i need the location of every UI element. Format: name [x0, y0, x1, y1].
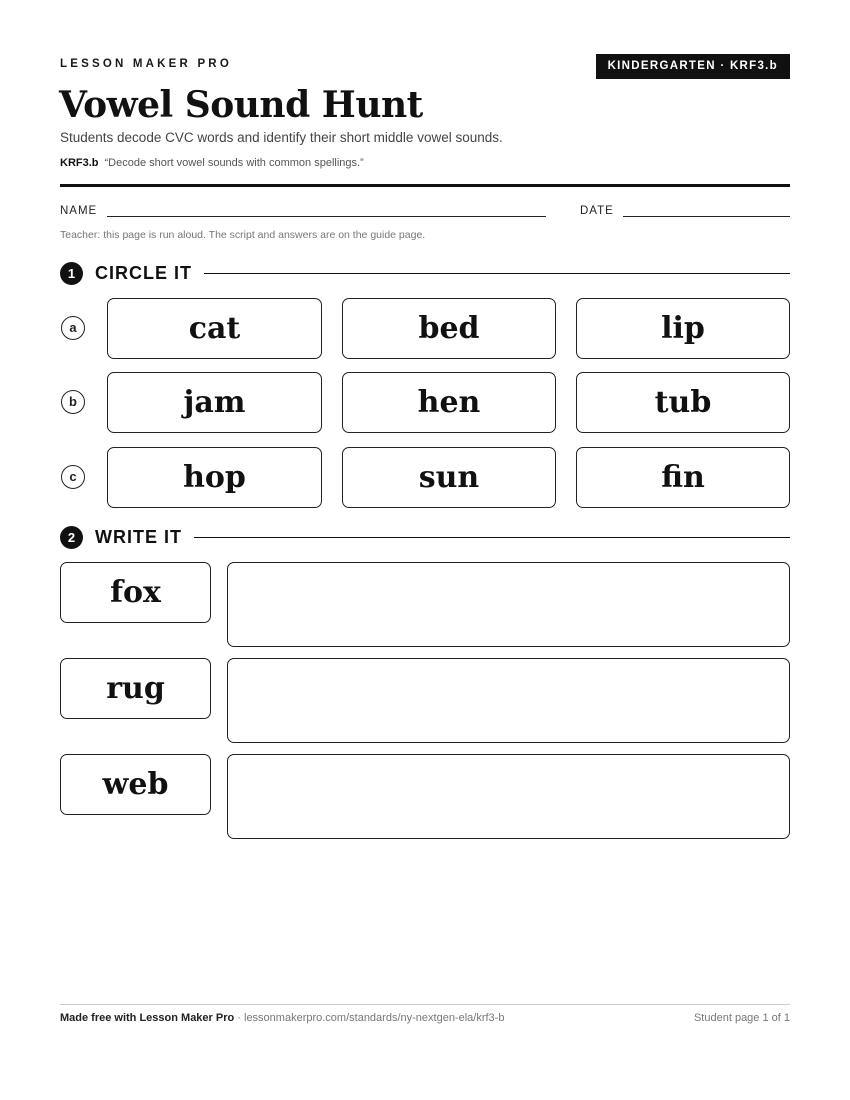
word-card[interactable]: jam — [107, 372, 322, 433]
section-write-it-header — [60, 525, 790, 549]
row-label-b: b — [61, 390, 85, 414]
standard-code: KRF3.b — [60, 157, 99, 169]
footer-divider — [60, 1004, 790, 1005]
teacher-note: Teacher: this page is run aloud. The script and answers are on the guide page. — [60, 229, 426, 241]
name-label: NAME — [60, 205, 98, 217]
section-divider — [194, 537, 790, 538]
date-field-line[interactable] — [623, 216, 790, 217]
section-title: WRITE IT — [95, 526, 182, 547]
brand-label: LESSON MAKER PRO — [60, 58, 232, 70]
footer-page-number: Student page 1 of 1 — [693, 1012, 790, 1024]
name-field-line[interactable] — [107, 216, 546, 217]
section-number-badge: 2 — [60, 526, 83, 549]
word-card[interactable]: tub — [576, 372, 790, 433]
footer-credit — [60, 1012, 504, 1024]
standard-text: “Decode short vowel sounds with common spellings.” — [104, 157, 364, 169]
date-label: DATE — [580, 205, 614, 217]
standard-line — [60, 157, 364, 169]
page-subtitle: Students decode CVC words and identify their short middle vowel sounds. — [60, 130, 503, 145]
word-card[interactable]: hop — [107, 447, 322, 508]
word-card[interactable]: fin — [576, 447, 790, 508]
write-word-card: rug — [60, 658, 211, 719]
word-card[interactable]: lip — [576, 298, 790, 359]
write-word-card: web — [60, 754, 211, 815]
header-divider — [60, 184, 790, 187]
writing-box[interactable] — [227, 562, 790, 647]
row-label-c: c — [61, 465, 85, 489]
page-title: Vowel Sound Hunt — [59, 84, 423, 126]
word-card[interactable]: sun — [342, 447, 556, 508]
writing-box[interactable] — [227, 658, 790, 743]
word-card[interactable]: hen — [342, 372, 556, 433]
section-circle-it-header — [60, 261, 790, 285]
footer-url[interactable]: · lessonmakerpro.com/standards/ny-nextgen-ela/krf3-b — [234, 1012, 505, 1024]
write-word-card: fox — [60, 562, 211, 623]
grade-standard-badge: KINDERGARTEN · KRF3.b — [596, 54, 790, 79]
section-title: CIRCLE IT — [95, 262, 192, 283]
writing-box[interactable] — [227, 754, 790, 839]
section-number-badge: 1 — [60, 262, 83, 285]
section-divider — [204, 273, 790, 274]
footer-made-with: Made free with Lesson Maker Pro — [60, 1012, 235, 1024]
row-label-a: a — [61, 316, 85, 340]
word-card[interactable]: cat — [107, 298, 322, 359]
word-card[interactable]: bed — [342, 298, 556, 359]
